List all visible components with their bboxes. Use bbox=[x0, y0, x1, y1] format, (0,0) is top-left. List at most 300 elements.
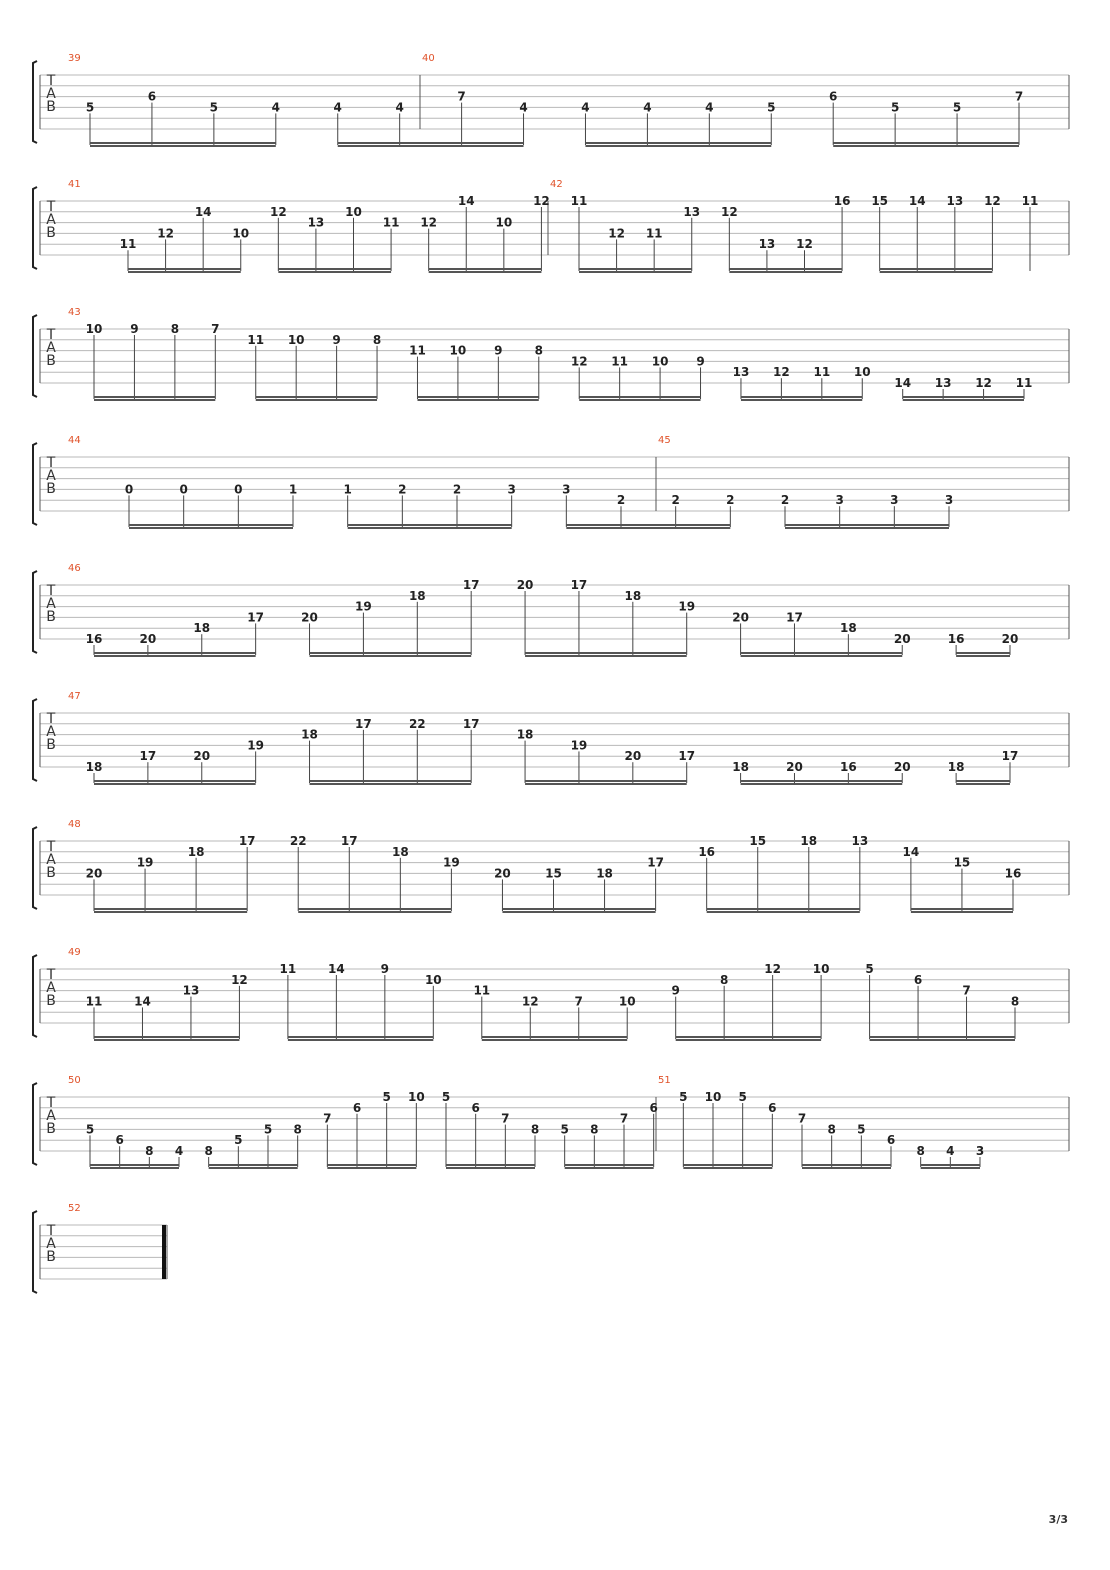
fret-number: 5 bbox=[857, 1122, 866, 1137]
measure-number: 43 bbox=[68, 307, 81, 318]
fret-number: 4 bbox=[946, 1144, 955, 1158]
beam bbox=[94, 908, 247, 910]
tab-letter: A bbox=[46, 852, 56, 868]
fret-number: 7 bbox=[797, 1111, 807, 1126]
fret-number: 17 bbox=[647, 855, 664, 870]
fret-number: 20 bbox=[139, 632, 157, 646]
fret-number: 11 bbox=[1015, 376, 1033, 390]
tab-letter: A bbox=[46, 1236, 56, 1252]
fret-number: 7 bbox=[619, 1111, 629, 1126]
tab-system-5 bbox=[33, 571, 1069, 657]
tab-letter: B bbox=[46, 993, 56, 1009]
fret-number: 10 bbox=[812, 962, 830, 976]
beam bbox=[310, 652, 472, 654]
fret-number: 18 bbox=[947, 760, 965, 774]
beam bbox=[298, 908, 451, 910]
beam bbox=[310, 780, 472, 782]
fret-number: 7 bbox=[457, 89, 466, 104]
fret-number: 12 bbox=[608, 226, 625, 241]
fret-number: 3 bbox=[507, 482, 516, 497]
fret-number: 8 bbox=[827, 1122, 836, 1137]
fret-number: 7 bbox=[962, 983, 971, 998]
fret-number: 12 bbox=[764, 962, 781, 976]
tab-letter: A bbox=[46, 980, 56, 996]
beam bbox=[278, 271, 391, 273]
beam bbox=[707, 911, 860, 913]
fret-number: 20 bbox=[893, 760, 911, 774]
fret-number: 15 bbox=[749, 834, 767, 848]
beam bbox=[903, 396, 1024, 398]
fret-number: 5 bbox=[767, 100, 776, 115]
fret-number: 18 bbox=[187, 844, 205, 859]
fret-number: 8 bbox=[293, 1122, 302, 1137]
beam bbox=[525, 780, 687, 782]
fret-number: 11 bbox=[247, 332, 265, 347]
fret-number: 8 bbox=[530, 1122, 540, 1137]
fret-number: 10 bbox=[424, 972, 442, 987]
fret-number: 7 bbox=[574, 994, 583, 1009]
fret-number: 17 bbox=[462, 578, 480, 592]
fret-number: 16 bbox=[85, 632, 103, 646]
tab-letter: T bbox=[46, 711, 56, 727]
system-bracket bbox=[33, 955, 37, 1037]
beam bbox=[741, 652, 903, 654]
fret-number: 20 bbox=[516, 578, 534, 592]
fret-number: 5 bbox=[209, 100, 219, 115]
fret-number: 8 bbox=[170, 322, 180, 336]
beam bbox=[566, 524, 730, 526]
fret-number: 17 bbox=[340, 834, 358, 848]
system-bracket bbox=[33, 1083, 37, 1165]
beam bbox=[94, 396, 215, 398]
fret-number: 3 bbox=[975, 1144, 985, 1158]
fret-number: 5 bbox=[382, 1090, 391, 1104]
fret-number: 12 bbox=[720, 204, 738, 219]
tab-letter: B bbox=[46, 1121, 56, 1137]
system-bracket bbox=[33, 187, 37, 269]
fret-number: 3 bbox=[562, 482, 571, 497]
tab-letter: T bbox=[46, 455, 56, 471]
fret-number: 17 bbox=[355, 716, 372, 731]
fret-number: 9 bbox=[332, 332, 341, 347]
fret-number: 2 bbox=[726, 493, 735, 508]
beam bbox=[579, 399, 700, 401]
fret-number: 10 bbox=[853, 365, 871, 380]
tab-letter: B bbox=[46, 99, 56, 115]
beam bbox=[833, 145, 1019, 147]
fret-number: 5 bbox=[441, 1090, 451, 1104]
beam bbox=[741, 783, 903, 785]
beam bbox=[676, 1039, 821, 1041]
fret-number: 13 bbox=[732, 365, 750, 380]
beam bbox=[579, 271, 692, 273]
fret-number: 16 bbox=[1004, 866, 1022, 881]
beam bbox=[209, 1164, 298, 1166]
beam bbox=[921, 1164, 980, 1166]
fret-number: 9 bbox=[130, 322, 139, 336]
measure-number: 42 bbox=[550, 179, 563, 190]
beam bbox=[310, 783, 472, 785]
beam bbox=[94, 783, 256, 785]
tab-letter: T bbox=[46, 967, 56, 983]
fret-number: 10 bbox=[495, 215, 513, 230]
system-bracket bbox=[33, 1211, 37, 1293]
measure-number: 47 bbox=[68, 691, 81, 702]
fret-number: 9 bbox=[696, 354, 705, 369]
tab-letter: B bbox=[46, 609, 56, 625]
fret-number: 8 bbox=[916, 1144, 925, 1158]
tab-letter: T bbox=[46, 199, 56, 215]
fret-number: 6 bbox=[471, 1100, 480, 1115]
tab-letter: B bbox=[46, 353, 56, 369]
fret-number: 5 bbox=[560, 1122, 569, 1137]
page-number: 3/3 bbox=[1048, 1513, 1068, 1526]
fret-number: 6 bbox=[649, 1100, 658, 1115]
beam bbox=[785, 527, 949, 529]
fret-number: 20 bbox=[624, 749, 642, 764]
tab-system-4 bbox=[33, 443, 1069, 529]
beam bbox=[429, 268, 542, 270]
measure-number: 50 bbox=[68, 1075, 81, 1086]
fret-number: 4 bbox=[271, 100, 280, 115]
beam bbox=[565, 1164, 654, 1166]
beam bbox=[482, 1039, 627, 1041]
beam bbox=[579, 268, 692, 270]
beam bbox=[579, 396, 700, 398]
fret-number: 4 bbox=[519, 100, 528, 115]
fret-number: 7 bbox=[501, 1111, 510, 1126]
beam bbox=[94, 652, 256, 654]
fret-number: 5 bbox=[234, 1133, 243, 1148]
fret-number: 9 bbox=[671, 983, 680, 998]
tab-letter: T bbox=[46, 839, 56, 855]
fret-number: 5 bbox=[890, 100, 900, 115]
beam bbox=[278, 268, 391, 270]
fret-number: 22 bbox=[289, 834, 307, 848]
tab-letter: T bbox=[46, 327, 56, 343]
beam bbox=[565, 1167, 654, 1169]
fret-number: 11 bbox=[409, 343, 426, 358]
measure-number: 44 bbox=[68, 435, 81, 446]
beam bbox=[90, 1164, 179, 1166]
beam bbox=[94, 911, 247, 913]
fret-number: 6 bbox=[829, 89, 838, 104]
fret-number: 18 bbox=[516, 727, 534, 742]
system-bracket bbox=[33, 443, 37, 525]
beam bbox=[446, 1167, 535, 1169]
fret-number: 15 bbox=[953, 855, 971, 870]
measure-number: 39 bbox=[68, 53, 81, 64]
tab-letter: A bbox=[46, 212, 56, 228]
beam bbox=[417, 399, 538, 401]
fret-number: 10 bbox=[287, 332, 305, 347]
fret-number: 8 bbox=[204, 1144, 213, 1158]
fret-number: 18 bbox=[840, 621, 857, 636]
fret-number: 13 bbox=[182, 983, 200, 998]
tab-system-6 bbox=[33, 699, 1069, 785]
beam bbox=[741, 399, 862, 401]
fret-number: 3 bbox=[944, 493, 954, 508]
fret-number: 12 bbox=[269, 204, 287, 219]
fret-number: 8 bbox=[1010, 994, 1020, 1009]
beam bbox=[348, 524, 512, 526]
fret-number: 17 bbox=[786, 610, 803, 625]
system-bracket bbox=[33, 699, 37, 781]
beam bbox=[707, 908, 860, 910]
final-barline bbox=[162, 1225, 166, 1279]
fret-number: 18 bbox=[624, 588, 642, 603]
beam bbox=[585, 145, 771, 147]
fret-number: 16 bbox=[698, 844, 716, 859]
beam bbox=[128, 271, 241, 273]
fret-number: 11 bbox=[279, 962, 297, 976]
tab-letter: A bbox=[46, 724, 56, 740]
fret-number: 8 bbox=[372, 332, 382, 347]
beam bbox=[921, 1167, 980, 1169]
tab-letter: T bbox=[46, 1223, 56, 1239]
fret-number: 3 bbox=[835, 493, 844, 508]
fret-number: 18 bbox=[596, 866, 613, 881]
beam bbox=[802, 1167, 891, 1169]
fret-number: 12 bbox=[570, 354, 588, 369]
measure-number: 51 bbox=[658, 1075, 671, 1086]
fret-number: 9 bbox=[494, 343, 503, 358]
fret-number: 10 bbox=[618, 994, 636, 1009]
beam bbox=[785, 524, 949, 526]
fret-number: 11 bbox=[813, 365, 831, 380]
fret-number: 17 bbox=[1001, 749, 1019, 764]
fret-number: 14 bbox=[194, 204, 212, 219]
fret-number: 15 bbox=[545, 866, 562, 881]
beam bbox=[288, 1039, 433, 1041]
system-bracket bbox=[33, 827, 37, 909]
fret-number: 17 bbox=[238, 834, 256, 848]
fret-number: 12 bbox=[984, 194, 1001, 208]
fret-number: 5 bbox=[738, 1090, 747, 1104]
fret-number: 18 bbox=[301, 727, 318, 742]
tab-letter: A bbox=[46, 86, 56, 102]
fret-number: 16 bbox=[840, 760, 857, 774]
measure-number: 45 bbox=[658, 435, 671, 446]
beam bbox=[741, 655, 903, 657]
measure-number: 48 bbox=[68, 819, 81, 830]
fret-number: 2 bbox=[398, 482, 407, 497]
beam bbox=[956, 780, 1010, 782]
fret-number: 18 bbox=[408, 588, 426, 603]
tab-system-9 bbox=[33, 1083, 1069, 1169]
fret-number: 20 bbox=[494, 866, 511, 881]
tab-letter: A bbox=[46, 468, 56, 484]
fret-number: 10 bbox=[449, 343, 467, 358]
fret-number: 19 bbox=[443, 855, 460, 870]
fret-number: 6 bbox=[886, 1133, 896, 1148]
fret-number: 5 bbox=[263, 1122, 273, 1137]
fret-number: 18 bbox=[85, 760, 103, 774]
tab-letter: A bbox=[46, 340, 56, 356]
fret-number: 4 bbox=[395, 100, 404, 115]
fret-number: 11 bbox=[85, 994, 103, 1009]
fret-number: 4 bbox=[333, 100, 342, 115]
beam bbox=[90, 145, 276, 147]
beam bbox=[256, 396, 377, 398]
fret-number: 12 bbox=[773, 365, 790, 380]
fret-number: 0 bbox=[234, 482, 243, 497]
fret-number: 14 bbox=[908, 194, 926, 208]
fret-number: 14 bbox=[328, 962, 345, 976]
fret-number: 8 bbox=[719, 972, 729, 987]
beam bbox=[446, 1164, 535, 1166]
beam bbox=[956, 655, 1010, 657]
fret-number: 14 bbox=[894, 376, 912, 390]
fret-number: 1 bbox=[288, 482, 298, 497]
fret-number: 11 bbox=[382, 215, 400, 230]
beam bbox=[338, 145, 524, 147]
beam bbox=[310, 655, 472, 657]
system-bracket bbox=[33, 61, 37, 143]
fret-number: 6 bbox=[352, 1100, 362, 1115]
fret-number: 5 bbox=[85, 100, 95, 115]
tab-system-1 bbox=[33, 61, 1069, 147]
tab-system-3 bbox=[33, 315, 1069, 401]
fret-number: 7 bbox=[211, 322, 220, 336]
beam bbox=[502, 908, 655, 910]
fret-number: 2 bbox=[616, 493, 626, 508]
fret-number: 16 bbox=[833, 194, 851, 208]
fret-number: 11 bbox=[1021, 194, 1039, 208]
fret-number: 18 bbox=[391, 844, 409, 859]
beam bbox=[338, 142, 524, 144]
beam bbox=[911, 908, 1013, 910]
beam bbox=[94, 780, 256, 782]
tab-letter: A bbox=[46, 596, 56, 612]
fret-number: 14 bbox=[134, 994, 151, 1009]
tab-letter: T bbox=[46, 583, 56, 599]
fret-number: 8 bbox=[590, 1122, 599, 1137]
beam bbox=[525, 655, 687, 657]
tab-letter: B bbox=[46, 225, 56, 241]
fret-number: 4 bbox=[643, 100, 652, 115]
fret-number: 11 bbox=[473, 983, 491, 998]
tab-letter: B bbox=[46, 481, 56, 497]
beam bbox=[880, 271, 993, 273]
fret-number: 20 bbox=[732, 610, 749, 625]
beam bbox=[417, 396, 538, 398]
beam bbox=[870, 1039, 1015, 1041]
beam bbox=[525, 652, 687, 654]
beam bbox=[585, 142, 771, 144]
fret-number: 11 bbox=[119, 237, 137, 252]
beam bbox=[327, 1167, 416, 1169]
fret-number: 12 bbox=[420, 215, 438, 230]
fret-number: 10 bbox=[407, 1090, 425, 1104]
measure-number: 49 bbox=[68, 947, 81, 958]
beam bbox=[833, 142, 1019, 144]
beam bbox=[566, 527, 730, 529]
fret-number: 6 bbox=[913, 972, 923, 987]
beam bbox=[903, 399, 1024, 401]
beam bbox=[741, 396, 862, 398]
fret-number: 19 bbox=[678, 599, 696, 614]
beam bbox=[94, 655, 256, 657]
system-bracket bbox=[33, 571, 37, 653]
beam bbox=[94, 399, 215, 401]
beam bbox=[729, 271, 842, 273]
fret-number: 12 bbox=[157, 226, 174, 241]
tab-letter: B bbox=[46, 1249, 56, 1265]
fret-number: 12 bbox=[521, 994, 539, 1009]
beam bbox=[525, 783, 687, 785]
fret-number: 16 bbox=[947, 632, 965, 646]
beam bbox=[129, 527, 293, 529]
beam bbox=[870, 1036, 1015, 1038]
beam bbox=[482, 1036, 627, 1038]
fret-number: 5 bbox=[952, 100, 962, 115]
fret-number: 8 bbox=[534, 343, 543, 358]
beam bbox=[209, 1167, 298, 1169]
fret-number: 17 bbox=[462, 716, 480, 731]
fret-number: 19 bbox=[355, 599, 372, 614]
fret-number: 19 bbox=[247, 738, 264, 753]
fret-number: 9 bbox=[380, 962, 390, 976]
fret-number: 1 bbox=[343, 482, 352, 497]
fret-number: 10 bbox=[85, 322, 103, 336]
fret-number: 10 bbox=[345, 204, 362, 219]
fret-number: 14 bbox=[902, 844, 920, 859]
fret-number: 12 bbox=[533, 194, 550, 208]
fret-number: 14 bbox=[457, 194, 475, 208]
system-bracket bbox=[33, 315, 37, 397]
beam bbox=[683, 1167, 772, 1169]
fret-number: 20 bbox=[301, 610, 318, 625]
measure-number: 41 bbox=[68, 179, 81, 190]
fret-number: 13 bbox=[307, 215, 325, 230]
fret-number: 18 bbox=[193, 621, 211, 636]
beam bbox=[90, 142, 276, 144]
beam bbox=[94, 1039, 239, 1041]
tab-letter: T bbox=[46, 1095, 56, 1111]
fret-number: 6 bbox=[115, 1133, 124, 1148]
fret-number: 18 bbox=[732, 760, 749, 774]
fret-number: 5 bbox=[679, 1090, 688, 1104]
fret-number: 20 bbox=[1001, 632, 1019, 646]
fret-number: 11 bbox=[645, 226, 663, 241]
fret-number: 20 bbox=[786, 760, 803, 774]
beam bbox=[429, 271, 542, 273]
fret-number: 22 bbox=[408, 716, 426, 731]
fret-number: 10 bbox=[704, 1090, 722, 1104]
fret-number: 15 bbox=[871, 194, 889, 208]
fret-number: 12 bbox=[231, 972, 248, 987]
fret-number: 13 bbox=[683, 204, 701, 219]
fret-number: 11 bbox=[570, 194, 588, 208]
measure-number: 46 bbox=[68, 563, 81, 574]
fret-number: 13 bbox=[946, 194, 964, 208]
fret-number: 17 bbox=[139, 749, 157, 764]
beam bbox=[288, 1036, 433, 1038]
fret-number: 2 bbox=[780, 493, 790, 508]
fret-number: 7 bbox=[1014, 89, 1024, 104]
fret-number: 7 bbox=[323, 1111, 332, 1126]
fret-number: 17 bbox=[570, 578, 588, 592]
beam bbox=[256, 399, 377, 401]
beam bbox=[676, 1036, 821, 1038]
measure-number: 52 bbox=[68, 1203, 81, 1214]
fret-number: 13 bbox=[758, 237, 776, 252]
fret-number: 2 bbox=[671, 493, 680, 508]
tab-letter: A bbox=[46, 1108, 56, 1124]
fret-number: 5 bbox=[865, 962, 874, 976]
fret-number: 4 bbox=[174, 1144, 184, 1158]
